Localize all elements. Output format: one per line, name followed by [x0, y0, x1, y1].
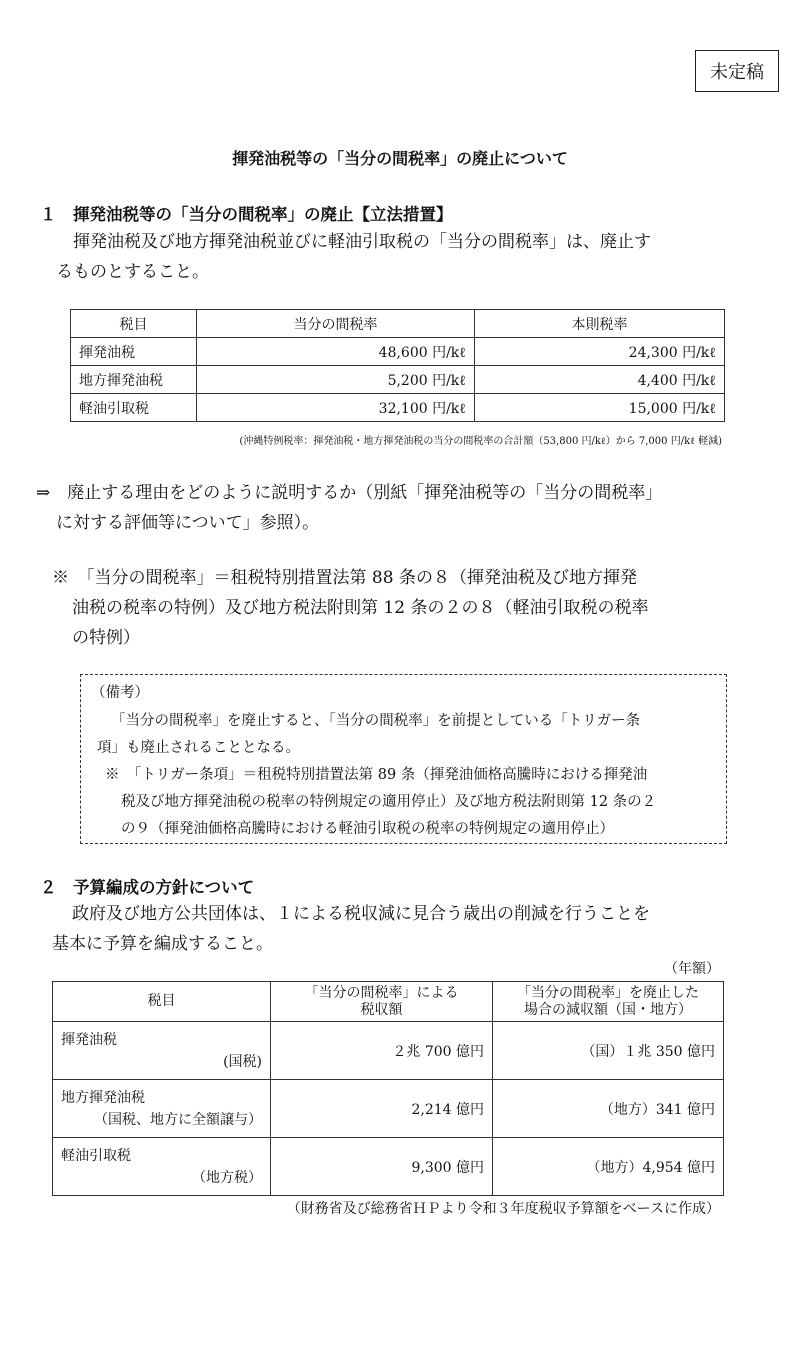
remarks-box [80, 674, 727, 844]
draft-stamp [695, 50, 779, 92]
section2-para-line2: 基本に予算を編成すること。 [52, 934, 273, 954]
kome-para-line1: ※ 「当分の間税率」＝租税特別措置法第 88 条の８（揮発油税及び地方揮発 [52, 568, 637, 588]
table-cell [53, 1138, 271, 1196]
table-cell: （地方）4,954 億円 [493, 1138, 724, 1196]
table-cell: （国）１兆 350 億円 [493, 1022, 724, 1080]
section1-para-line1: 揮発油税及び地方揮発油税並びに軽油引取税の「当分の間税率」は、廃止す [73, 232, 651, 252]
table-cell: 15,000 円/kℓ [475, 394, 725, 422]
table-row [53, 1022, 724, 1080]
tax-name: 地方揮発油税 [61, 1089, 145, 1106]
section2-paragraph [52, 899, 772, 959]
page-title: 揮発油税等の「当分の間税率」の廃止について [232, 149, 568, 168]
table-cell: 軽油引取税 [71, 394, 197, 422]
section2-heading: ２ 予算編成の方針について [40, 878, 255, 897]
table-cell: 32,100 円/kℓ [197, 394, 475, 422]
table-cell [53, 1022, 271, 1080]
table-cell: 4,400 円/kℓ [475, 366, 725, 394]
kome-paragraph [52, 563, 752, 653]
table-cell: 24,300 円/kℓ [475, 338, 725, 366]
draft-label: 未定稿 [710, 62, 764, 83]
section2-para-line1: 政府及び地方公共団体は、１による税収減に見合う歳出の削減を行うことを [72, 904, 650, 924]
table-cell: 地方揮発油税 [71, 366, 197, 394]
remarks-line2: 項」も廃止されることとなる。 [97, 740, 300, 756]
table-header-cell: 税目 [71, 310, 197, 338]
okinawa-note: (沖縄特例税率：揮発油税・地方揮発油税の当分の間税率の合計額（53,800 円/kℓ）から 7,000 円/kℓ 軽減) [239, 436, 722, 447]
remarks-label: （備考） [91, 685, 149, 701]
kome-para-line3: の特例） [72, 628, 140, 648]
remarks-line4: 税及び地方揮発油税の税率の特例規定の適用停止）及び地方税法附則第 12 条の２ [121, 794, 657, 810]
annual-unit-label: （年額） [664, 961, 720, 977]
tax-category: (国税) [223, 1053, 262, 1070]
table-cell: 9,300 億円 [271, 1138, 493, 1196]
table-cell: （地方）341 億円 [493, 1080, 724, 1138]
table-header-cell: 税目 [53, 982, 271, 1022]
remarks-line5: の９（揮発油価格高騰時における軽油引取税の税率の特例規定の適用停止） [121, 821, 614, 837]
revenue-table [52, 981, 724, 1196]
table-cell: 揮発油税 [71, 338, 197, 366]
table-header-cell [493, 982, 724, 1022]
table-header-row [71, 310, 725, 338]
section1-heading: １ 揮発油税等の「当分の間税率」の廃止【立法措置】 [40, 205, 453, 224]
arrow-para-line1: ⇒ 廃止する理由をどのように説明するか（別紙「揮発油税等の「当分の間税率」 [36, 483, 663, 503]
section1-paragraph [56, 227, 756, 287]
tax-rate-table [70, 309, 725, 422]
header-col2-line2: 税収額 [360, 1001, 403, 1018]
tax-category: （地方税） [192, 1169, 262, 1186]
kome-para-line2: 油税の税率の特例）及び地方税法附則第 12 条の２の８（軽油引取税の税率 [72, 598, 649, 618]
tax-name: 軽油引取税 [61, 1147, 131, 1164]
tax-category: （国税、地方に全額譲与） [94, 1111, 262, 1128]
table-cell: 48,600 円/kℓ [197, 338, 475, 366]
table-header-row [53, 982, 724, 1022]
table-row [53, 1138, 724, 1196]
tax-name: 揮発油税 [61, 1031, 117, 1048]
table-header-cell [271, 982, 493, 1022]
arrow-para-line2: に対する評価等について」参照）。 [56, 513, 320, 533]
header-col3-line2: 場合の減収額（国・地方） [524, 1001, 692, 1018]
remarks-line3: ※ 「トリガー条項」＝租税特別措置法第 89 条（揮発油価格高騰時における揮発油 [105, 767, 648, 783]
header-col3-line1: 「当分の間税率」を廃止した [517, 984, 699, 1001]
source-note: （財務省及び総務省ＨＰより令和３年度税収予算額をベースに作成） [286, 1201, 720, 1217]
table-cell: ２兆 700 億円 [271, 1022, 493, 1080]
table-header-cell: 当分の間税率 [197, 310, 475, 338]
table-row [71, 366, 725, 394]
table-row [71, 338, 725, 366]
table-header-cell: 本則税率 [475, 310, 725, 338]
table-cell: 5,200 円/kℓ [197, 366, 475, 394]
section1-para-line2: るものとすること。 [56, 262, 209, 282]
table-row [71, 394, 725, 422]
remarks-line1: 「当分の間税率」を廃止すると、「当分の間税率」を前提としている「トリガー条 [111, 713, 641, 729]
table-row [53, 1080, 724, 1138]
table-cell: 2,214 億円 [271, 1080, 493, 1138]
arrow-paragraph [36, 478, 756, 538]
table-cell [53, 1080, 271, 1138]
header-col2-line1: 「当分の間税率」による [304, 984, 459, 1001]
